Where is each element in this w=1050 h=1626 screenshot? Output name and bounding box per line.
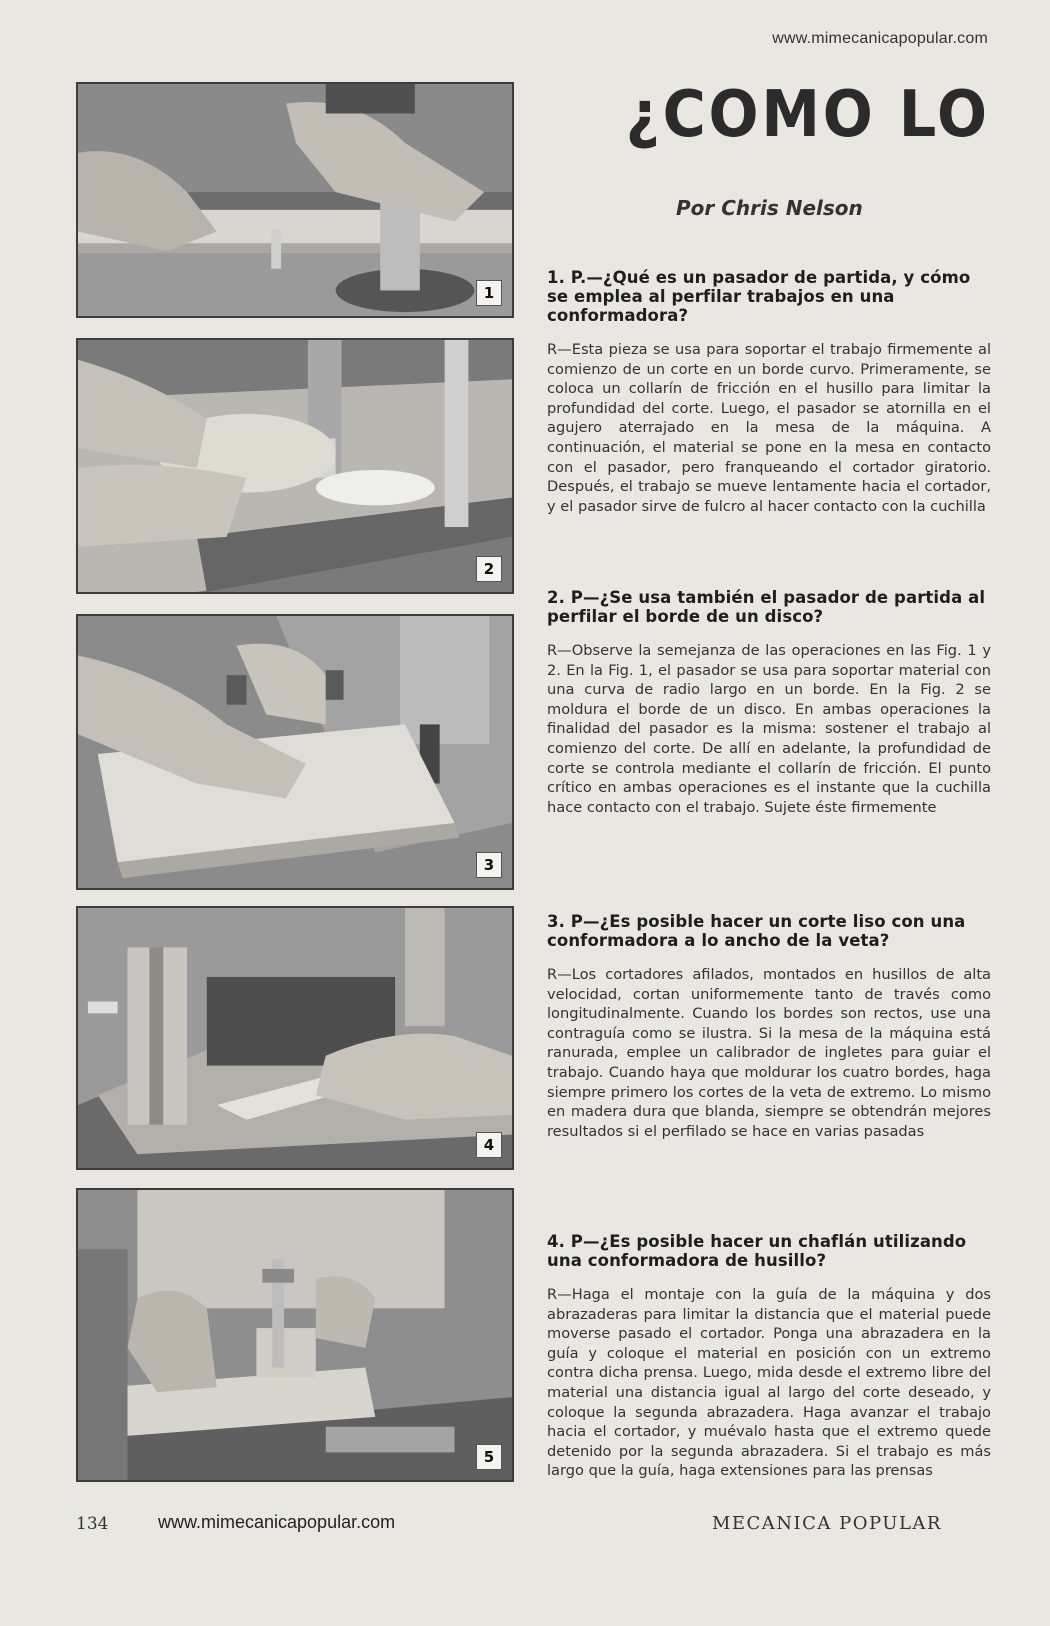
figure-5-number: 5	[476, 1444, 502, 1470]
qa-block-4	[547, 1232, 991, 1481]
qa-block-3	[547, 912, 991, 1141]
question-4: 4. P—¿Es posible hacer un chaflán utilizando una conformadora de husillo?	[547, 1232, 967, 1270]
answer-3: R—Los cortadores afilados, montados en husillos de alta velocidad, cortan uniformemente tanto de través como longitudinalmente. Cuando los bordes son rectos, use una contraguía como se ilustra. Si la mesa de la máquina está ranurada, emplee un calibrador de ingletes para guiar el trabajo. Cuando haya que moldurar los cuatro bordes, haga siempre primero los cortes de la veta de extremo. Lo mismo en madera dura que blanda, siempre se obtendrán mejores resultados si el perfilado se hace en varias pasadas	[547, 966, 991, 1140]
question-2: 2. P—¿Se usa también el pasador de partida al perfilar el borde de un disco?	[547, 588, 986, 626]
watermark-url-top: www.mimecanicapopular.com	[772, 30, 988, 47]
question-1: 1. P.—¿Qué es un pasador de partida, y cómo se emplea al perfilar trabajos en una conformadora?	[547, 268, 971, 325]
figure-2-photo	[76, 338, 514, 594]
answer-4: R—Haga el montaje con la guía de la máquina y dos abrazaderas para limitar la distancia que el material puede moverse pasado el cortador. Ponga una abrazadera en la guía y coloque el material en posición con un extremo contra dicha prensa. Luego, mida desde el extremo libre del material una distancia igual al largo del corte deseado, y coloque la segunda abrazadera. Haga avanzar el trabajo hacia el cortador, y muévalo hasta que el extremo quede detenido por la segunda abrazadera. Si el trabajo es más largo que la guía, haga extensiones para las prensas	[547, 1286, 991, 1480]
qa-block-1	[547, 268, 991, 516]
article-title: ¿COMO LO	[625, 78, 990, 152]
figure-4-photo	[76, 906, 514, 1170]
figure-5-photo	[76, 1188, 514, 1482]
question-3: 3. P—¿Es posible hacer un corte liso con una conformadora a lo ancho de la veta?	[547, 912, 966, 950]
figure-2-number: 2	[476, 556, 502, 582]
figure-4-number: 4	[476, 1132, 502, 1158]
figure-3-photo	[76, 614, 514, 890]
figure-1-image	[78, 84, 512, 316]
figure-1-photo	[76, 82, 514, 318]
figure-3-number: 3	[476, 852, 502, 878]
answer-2: R—Observe la semejanza de las operaciones en las Fig. 1 y 2. En la Fig. 1, el pasador se usa para soportar material con una curva de radio largo en un borde. En la Fig. 2 se moldura el borde de un disco. En ambas operaciones la finalidad del pasador es la misma: sostener el trabajo al comienzo del corte. De allí en adelante, la profundidad de corte se controla mediante el collarín de fricción. El punto crítico en ambas operaciones es el instante que la cuchilla hace contacto con el trabajo. Sujete éste firmemente	[547, 642, 991, 816]
page-number: 134	[76, 1514, 109, 1534]
figure-1-number: 1	[476, 280, 502, 306]
magazine-name: MECANICA POPULAR	[711, 1513, 942, 1534]
answer-1: R—Esta pieza se usa para soportar el trabajo firmemente al comienzo de un corte en un borde curvo. Primeramente, se coloca un collarín de fricción en el husillo para limitar la profundidad del corte. Luego, el pasador se atornilla en el agujero aterrajado en la mesa de la máquina. A continuación, el material se pone en la mesa en contacto con el pasador, pero franqueando el cortador giratorio. Después, el trabajo se mueve lentamente hacia el cortador, y el pasador sirve de fulcro al hacer contacto con la cuchilla	[547, 341, 991, 515]
qa-block-2	[547, 588, 991, 817]
figure-3-image	[78, 616, 512, 888]
figure-2-image	[78, 340, 512, 592]
byline: Por Chris Nelson	[676, 196, 863, 220]
watermark-url-bottom: www.mimecanicapopular.com	[158, 1512, 396, 1532]
figure-4-image	[78, 908, 512, 1168]
figure-5-image	[78, 1190, 512, 1480]
